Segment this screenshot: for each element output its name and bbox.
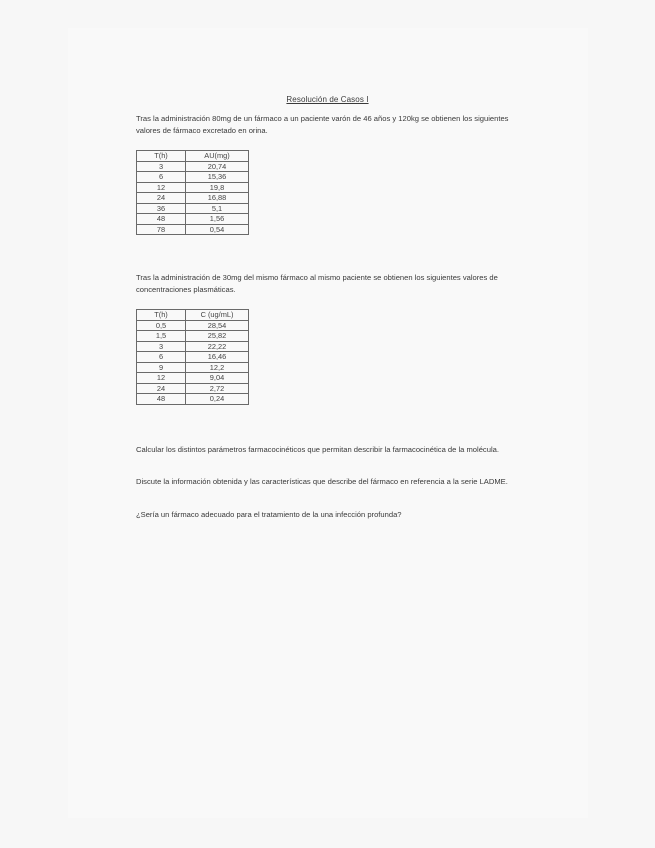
question-deep-infection: ¿Sería un fármaco adecuado para el tratamiento de la una infección profunda? bbox=[136, 510, 402, 519]
table-row bbox=[137, 182, 249, 193]
column-header-time: T(h) bbox=[137, 310, 186, 321]
concentration-cell: 9,04 bbox=[186, 373, 249, 384]
time-cell: 3 bbox=[137, 341, 186, 352]
concentration-cell: 2,72 bbox=[186, 383, 249, 394]
table-row bbox=[137, 224, 249, 235]
table-header-row bbox=[137, 310, 249, 321]
amount-cell: 19,8 bbox=[186, 182, 249, 193]
time-cell: 48 bbox=[137, 214, 186, 225]
concentration-cell: 16,46 bbox=[186, 352, 249, 363]
paper-sheet bbox=[68, 28, 588, 818]
time-cell: 6 bbox=[137, 352, 186, 363]
concentration-cell: 12,2 bbox=[186, 362, 249, 373]
column-header-concentration: C (ug/mL) bbox=[186, 310, 249, 321]
table-row bbox=[137, 161, 249, 172]
time-cell: 36 bbox=[137, 203, 186, 214]
time-cell: 48 bbox=[137, 394, 186, 405]
table-row bbox=[137, 352, 249, 363]
table-row bbox=[137, 214, 249, 225]
question-ladme: Discute la información obtenida y las características que describe del fármaco en referencia a la serie LADME. bbox=[136, 477, 508, 486]
table-row bbox=[137, 203, 249, 214]
amount-cell: 5,1 bbox=[186, 203, 249, 214]
concentration-cell: 0,24 bbox=[186, 394, 249, 405]
amount-cell: 16,88 bbox=[186, 193, 249, 204]
time-cell: 0,5 bbox=[137, 320, 186, 331]
amount-cell: 15,36 bbox=[186, 172, 249, 183]
table-row bbox=[137, 383, 249, 394]
concentration-cell: 28,54 bbox=[186, 320, 249, 331]
table-header-row bbox=[137, 151, 249, 162]
time-cell: 3 bbox=[137, 161, 186, 172]
table-row bbox=[137, 341, 249, 352]
time-cell: 24 bbox=[137, 383, 186, 394]
urine-intro-paragraph: Tras la administración 80mg de un fármaco a un paciente varón de 46 años y 120kg se obtienen los siguientes valores de fármaco excretado en orina. bbox=[136, 114, 509, 135]
table-row bbox=[137, 373, 249, 384]
plasma-intro-paragraph: Tras la administración de 30mg del mismo fármaco al mismo paciente se obtienen los siguientes valores de concentraciones plasmáticas. bbox=[136, 273, 498, 294]
time-cell: 6 bbox=[137, 172, 186, 183]
urine-excretion-table bbox=[136, 150, 249, 235]
column-header-amount: AU(mg) bbox=[186, 151, 249, 162]
time-cell: 9 bbox=[137, 362, 186, 373]
amount-cell: 1,56 bbox=[186, 214, 249, 225]
table-row bbox=[137, 172, 249, 183]
table-row bbox=[137, 362, 249, 373]
concentration-cell: 22,22 bbox=[186, 341, 249, 352]
time-cell: 12 bbox=[137, 182, 186, 193]
question-parameters: Calcular los distintos parámetros farmacocinéticos que permitan describir la farmacocinética de la molécula. bbox=[136, 445, 499, 454]
table-row bbox=[137, 193, 249, 204]
table-row bbox=[137, 320, 249, 331]
document-title: Resolución de Casos I bbox=[286, 95, 369, 104]
time-cell: 24 bbox=[137, 193, 186, 204]
amount-cell: 20,74 bbox=[186, 161, 249, 172]
time-cell: 12 bbox=[137, 373, 186, 384]
time-cell: 78 bbox=[137, 224, 186, 235]
column-header-time: T(h) bbox=[137, 151, 186, 162]
table-row bbox=[137, 394, 249, 405]
time-cell: 1,5 bbox=[137, 331, 186, 342]
table-row bbox=[137, 331, 249, 342]
concentration-cell: 25,82 bbox=[186, 331, 249, 342]
plasma-concentration-table bbox=[136, 309, 249, 405]
amount-cell: 0,54 bbox=[186, 224, 249, 235]
